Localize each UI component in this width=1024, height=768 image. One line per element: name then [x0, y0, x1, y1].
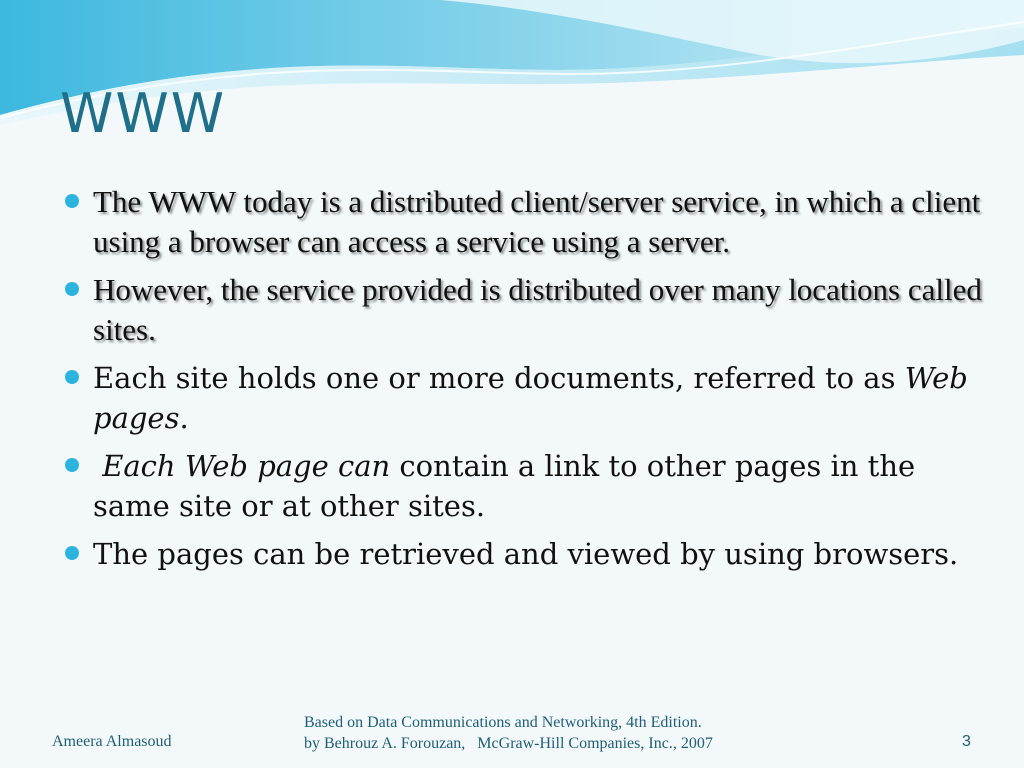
bullet-text: contain a link to other pages in the same site or at other sites.: [93, 449, 916, 523]
bullet-text: The pages can be retrieved and viewed by using browsers.: [93, 537, 959, 571]
bullet-dot-icon: [65, 370, 79, 384]
bullet-text: The WWW today is a distributed client/server service, in which a client using a browser can access a service using a server.: [93, 184, 981, 259]
bullet-dot-icon: [65, 194, 79, 208]
bullet-dot-icon: [65, 546, 79, 560]
footer-source: [304, 712, 774, 754]
slide-title: WWW: [60, 82, 227, 145]
bullet-list: [62, 182, 982, 582]
bullet-dot-icon: [65, 458, 79, 472]
bullet-item: [62, 358, 982, 438]
footer-author: Ameera Almasoud: [52, 733, 172, 750]
bullet-item: [62, 182, 982, 262]
footer-source-line-1: Based on Data Communications and Networking, 4th Edition.: [304, 714, 702, 731]
bullet-dot-icon: [65, 282, 79, 296]
bullet-item: [62, 534, 982, 574]
slide-number: 3: [962, 733, 971, 750]
bullet-suffix: .: [179, 401, 189, 435]
bullet-text: However, the service provided is distributed over many locations called sites.: [93, 272, 982, 347]
bullet-item: [62, 446, 982, 526]
bullet-emphasis: [93, 449, 390, 483]
bullet-emphasis-text: Each Web page can: [102, 449, 391, 483]
bullet-text: Each site holds one or more documents, referred to as: [93, 361, 905, 395]
footer-source-line-2: by Behrouz A. Forouzan, McGraw-Hill Companies, Inc., 2007: [304, 735, 713, 752]
bullet-item: [62, 270, 982, 350]
bullet-emphasis: Web pages: [93, 361, 968, 435]
